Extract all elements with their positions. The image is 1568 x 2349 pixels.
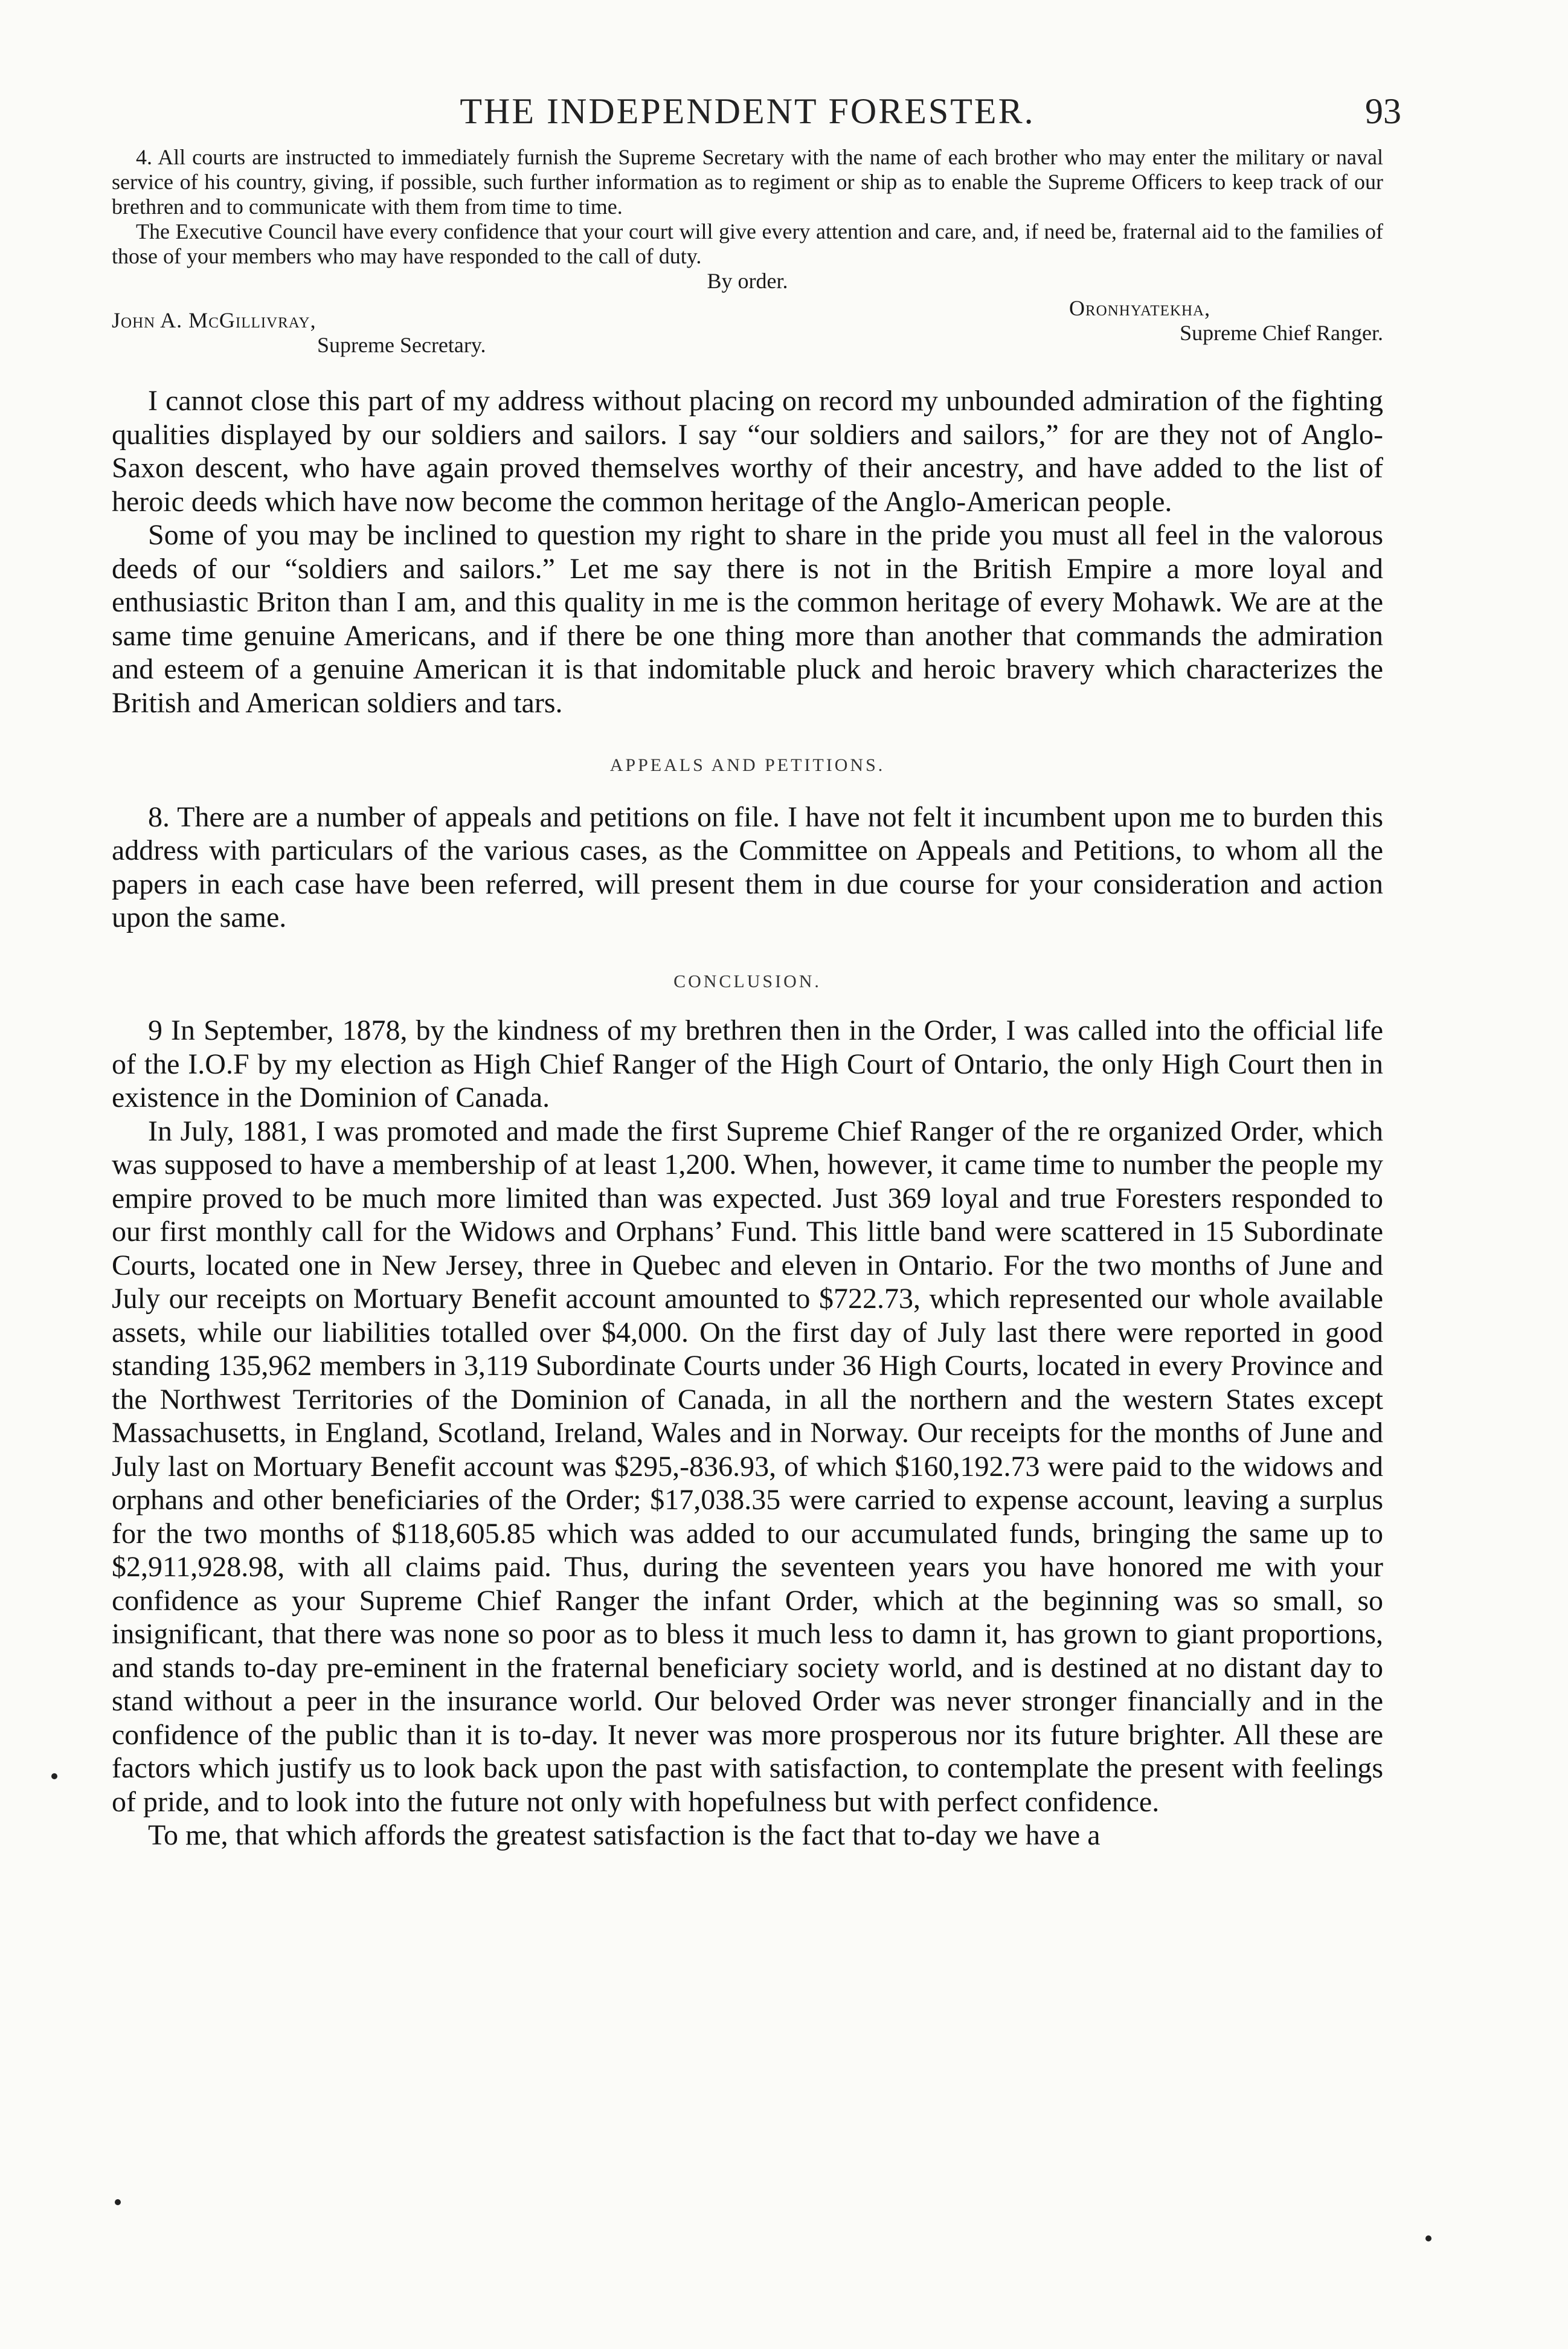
page-number: 93 xyxy=(1365,91,1401,131)
margin-dot xyxy=(1425,2235,1431,2241)
margin-dot xyxy=(51,1773,57,1779)
running-title: THE INDEPENDENT FORESTER. xyxy=(460,91,1035,131)
notice-paragraph-4: 4. All courts are instructed to immediately furnish the Supreme Secretary with the name of each brother who may enter the military or naval service of his country, giving, if possible, such further information as to regiment or ship as to enable the Supreme Officers to keep track of our brethren and to communicate with them from time to time. xyxy=(112,145,1383,219)
paragraph-8-appeals: 8. There are a number of appeals and petitions on file. I have not felt it incumbent upon me to burden this address with particulars of the various cases, as the Committee on Appeals and Petitions, to whom all the papers in each case have been referred, will present them in due course for your consideration and action upon the same. xyxy=(112,801,1383,933)
document-page xyxy=(112,91,1401,1852)
signature-supreme-secretary xyxy=(112,308,655,358)
paragraph-pride: Some of you may be inclined to question my right to share in the pride you must all feel in the valorous deeds of our “soldiers and sailors.” Let me say there is not in the British Empire a more loyal and enthusiastic Briton than I am, and this quality in me is the common heritage of every Mohawk. We are at the same time genuine Americans, and if there be one thing more than another that commands the admiration and esteem of a genuine American it is that indomitable pluck and heroic bravery which characterizes the British and American soldiers and tars. xyxy=(112,519,1383,719)
by-order-line: By order. xyxy=(707,269,788,293)
address-body xyxy=(112,384,1383,1852)
signer-name-right: Oronhyatekha, xyxy=(1069,296,1211,320)
circular-notice xyxy=(112,145,1383,369)
margin-dot xyxy=(115,2199,121,2205)
notice-paragraph-executive: The Executive Council have every confidence that your court will give every attention and care, and, if need be, fraternal aid to the families of those of your members who may have responded to the call of duty. xyxy=(112,219,1383,268)
heading-conclusion: CONCLUSION. xyxy=(673,971,821,991)
paragraph-admiration: I cannot close this part of my address without placing on record my unbounded admiration of the fighting qualities displayed by our soldiers and sailors. I say “our soldiers and sailors,” for are they not of Anglo-Saxon descent, who have again proved themselves worthy of their ancestry, and have added to the list of heroic deeds which have now become the common heritage of the Anglo-American people. xyxy=(112,385,1383,518)
paragraph-history: In July, 1881, I was promoted and made the first Supreme Chief Ranger of the re organized Order, which was supposed to have a membership of at least 1,200. When, however, it came time to number the people my empire proved to be much more limited than was expected. Just 369 loyal and true Foresters responded to our first monthly call for the Widows and Orphans’ Fund. This little band were scattered in 15 Subordinate Courts, located one in New Jersey, three in Quebec and eleven in Ontario. For the two months of June and July our receipts on Mortuary Benefit account amounted to $722.73, which represented our whole available assets, while our liabilities totalled over $4,000. On the first day of July last there were reported in good standing 135,962 members in 3,119 Subordinate Courts under 36 High Courts, located in every Province and the Northwest Territories of the Dominion of Canada, in all the northern and the western States except Massachusetts, in England, Scotland, Ireland, Wales and in Norway. Our receipts for the months of June and July last on Mortuary Benefit account was $295,-836.93, of which $160,192.73 were paid to the widows and orphans and other beneficiaries of the Order; $17,038.35 were carried to expense account, leaving a surplus for the two months of $118,605.85 which was added to our accumulated funds, bringing the same up to $2,911,928.98, with all claims paid. Thus, during the seventeen years you have honored me with your confidence as your Supreme Chief Ranger the infant Order, which at the beginning was so small, so insignificant, that there was none so poor as to bless it much less to damn it, has grown to giant proportions, and stands to-day pre-eminent in the fraternal beneficiary society world, and is destined at no distant day to stand without a peer in the insurance world. Our beloved Order was never stronger financially and in the confidence of the public than it is to-day. It never was more prosperous nor its future brighter. All these are factors which justify us to look back upon the past with satisfaction, to contemplate the present with feelings of pride, and to look into the future not only with hopefulness but with perfect confidence. xyxy=(112,1115,1383,1818)
heading-appeals-petitions: APPEALS AND PETITIONS. xyxy=(609,755,885,775)
signer-name-left: John A. McGillivray, xyxy=(112,308,316,332)
signatures xyxy=(112,296,1383,369)
paragraph-9-conclusion: 9 In September, 1878, by the kindness of my brethren then in the Order, I was called into the official life of the I.O.F by my election as High Chief Ranger of the High Court of Ontario, the only High Court then in existence in the Dominion of Canada. xyxy=(112,1014,1383,1113)
signer-title-right: Supreme Chief Ranger. xyxy=(1180,321,1383,345)
signer-title-left: Supreme Secretary. xyxy=(317,333,486,357)
signature-supreme-chief-ranger xyxy=(1069,296,1383,346)
paragraph-satisfaction: To me, that which affords the greatest satisfaction is the fact that to-day we have a xyxy=(148,1819,1100,1851)
page-header xyxy=(112,91,1401,145)
